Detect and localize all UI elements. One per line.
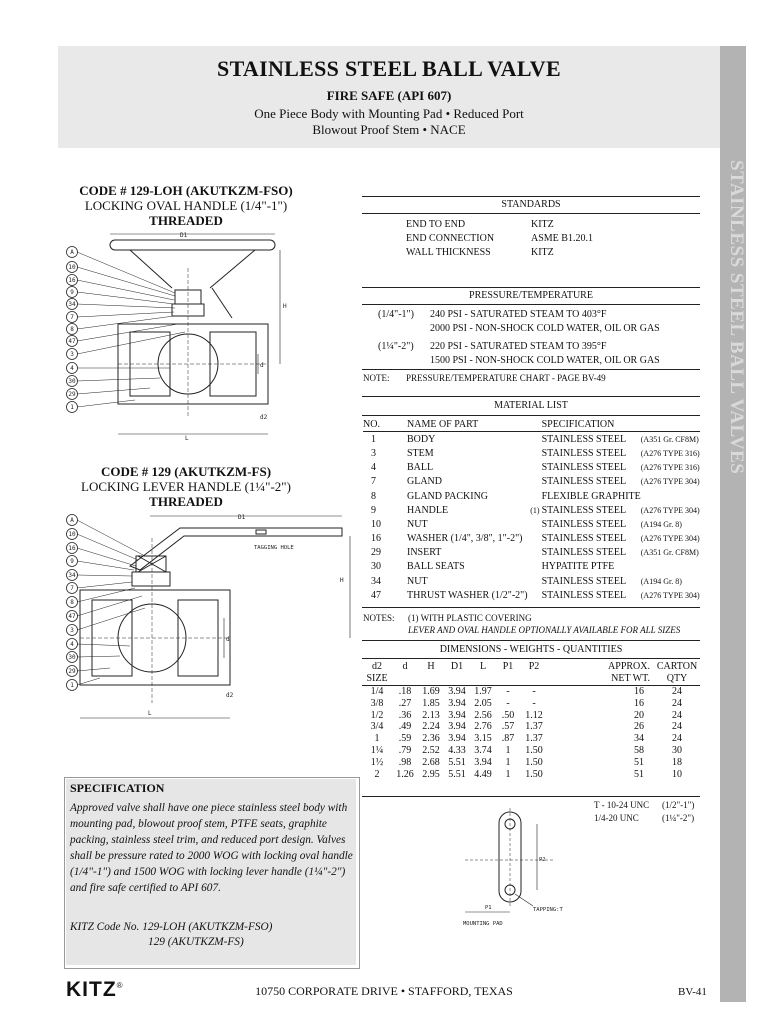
dimensions-cell: 1.97 xyxy=(474,685,492,697)
dimensions-cell: 5.51 xyxy=(448,768,466,780)
material-no: 7 xyxy=(371,476,376,488)
dimensions-cell: 1/2 xyxy=(370,709,384,721)
dimensions-cell: 20 xyxy=(634,709,644,721)
dimensions-cell: 30 xyxy=(672,744,682,756)
material-table xyxy=(363,417,700,602)
valve1-dim-d2: d2 xyxy=(260,414,268,421)
material-grade: (A276 TYPE 304) xyxy=(640,590,700,600)
dimensions-cell: 1.50 xyxy=(525,756,543,768)
material-title: MATERIAL LIST xyxy=(494,400,568,411)
material-row xyxy=(363,475,700,489)
dimensions-header-cell: H xyxy=(427,661,435,673)
dimensions-header-cell: L xyxy=(479,661,487,673)
dimensions-header-cell: D1 xyxy=(450,661,464,673)
dimensions-cell: 2.95 xyxy=(422,768,440,780)
valve1-dim-d1: D1 xyxy=(180,232,188,239)
dimensions-rule xyxy=(362,658,700,659)
dimensions-cell: .57 xyxy=(501,721,515,733)
dimensions-cell: 24 xyxy=(672,733,682,745)
standards-row xyxy=(406,246,700,260)
dimensions-cell: 10 xyxy=(672,768,682,780)
material-grade: (A351 Gr. CF8M) xyxy=(640,548,699,558)
dimensions-cell: 3.94 xyxy=(448,721,466,733)
valve1-callout-label: 30 xyxy=(68,378,76,385)
material-grade: (A276 TYPE 304) xyxy=(640,477,700,487)
tap2-size: (1¼"-2") xyxy=(662,813,695,823)
dimensions-row xyxy=(362,697,700,709)
dimensions-cell: 2.05 xyxy=(474,697,492,709)
material-row xyxy=(363,532,700,546)
valve1-callout-label: 3 xyxy=(70,351,74,358)
valve2-dim-d: d xyxy=(226,636,230,643)
material-footnote xyxy=(528,475,542,489)
dimensions-rule-top xyxy=(362,640,700,641)
dimensions-header-cell: QTY xyxy=(666,673,688,685)
dimensions-cell: - xyxy=(506,697,510,709)
material-rule xyxy=(362,415,700,416)
material-no: 30 xyxy=(371,561,381,573)
material-no: 1 xyxy=(371,433,376,445)
material-footnote xyxy=(528,446,542,460)
footer-address: 10750 CORPORATE DRIVE • STAFFORD, TEXAS xyxy=(255,984,513,998)
valve2-callout-label: 29 xyxy=(68,668,76,675)
material-spec: STAINLESS STEEL xyxy=(541,504,627,516)
pressure-note-label: NOTE: xyxy=(363,373,390,383)
material-part: BALL SEATS xyxy=(407,561,465,573)
dimensions-body xyxy=(362,685,700,780)
material-header-row xyxy=(363,417,700,432)
material-footnote xyxy=(528,574,542,588)
material-body xyxy=(363,432,700,603)
material-no: 16 xyxy=(371,533,381,545)
dimensions-header-cell xyxy=(418,673,444,685)
valve1-callout-label: A xyxy=(70,249,74,256)
valve1-callout-label: 4 xyxy=(70,365,74,372)
dimensions-cell: 3.94 xyxy=(448,697,466,709)
material-row xyxy=(363,489,700,503)
standards-value: ASME B1.20.1 xyxy=(531,233,593,244)
dimensions-header-cell: d2 xyxy=(372,661,382,673)
dimensions-cell: 1.37 xyxy=(525,733,543,745)
dimensions-cell: 34 xyxy=(634,733,644,745)
dimensions-cell: 2.76 xyxy=(474,721,492,733)
dimensions-rule-bottom xyxy=(362,796,700,797)
material-row xyxy=(363,560,700,574)
valve2-callout-label: 1 xyxy=(70,682,74,689)
dimensions-cell: .98 xyxy=(398,756,412,768)
dimensions-cell: 24 xyxy=(672,709,682,721)
dimensions-cell: 3/8 xyxy=(370,697,384,709)
tap2-spec: 1/4-20 UNC xyxy=(594,813,639,823)
dimensions-header-cell: APPROX. xyxy=(608,661,650,673)
valve2-dim-d1: D1 xyxy=(238,514,246,521)
dimensions-header-row xyxy=(362,661,700,673)
valve2-dim-h: H xyxy=(340,577,344,584)
material-grade: (A276 TYPE 304) xyxy=(640,505,700,515)
material-no: 3 xyxy=(371,447,376,459)
material-header-cell: SPECIFICATION xyxy=(541,418,615,430)
dimensions-cell: .87 xyxy=(501,733,515,745)
dimensions-cell: .36 xyxy=(398,709,412,721)
material-spec: STAINLESS STEEL xyxy=(541,533,627,545)
dimensions-cell: .79 xyxy=(398,744,412,756)
valve2-callout-label: 30 xyxy=(68,654,76,661)
dimensions-header-cell xyxy=(496,673,520,685)
standards-list xyxy=(406,218,700,260)
dimensions-cell: 4.49 xyxy=(474,768,492,780)
valve2-drawing xyxy=(60,508,360,723)
dimensions-cell: 3.15 xyxy=(474,733,492,745)
valve1-code: CODE # 129-LOH (AKUTKZM-FSO) xyxy=(79,183,293,198)
mounting-pad-drawing xyxy=(455,808,585,930)
standards-value: KITZ xyxy=(531,219,554,230)
dimensions-cell: 1.50 xyxy=(525,768,543,780)
dimensions-cell: 1.69 xyxy=(422,685,440,697)
material-grade: (A276 TYPE 316) xyxy=(640,463,700,473)
tap1-size: (1/2"-1") xyxy=(662,800,695,810)
material-footnote xyxy=(528,532,542,546)
dimensions-cell: 4.33 xyxy=(448,744,466,756)
material-grade: (A194 Gr. 8) xyxy=(640,576,682,586)
dimensions-header xyxy=(362,661,700,685)
material-footnote xyxy=(528,560,542,574)
material-grade: (A276 TYPE 304) xyxy=(640,534,700,544)
standards-row xyxy=(406,232,700,246)
dimensions-cell: 1½ xyxy=(370,756,384,768)
pressure-group xyxy=(378,308,698,336)
valve1-callout-label: 29 xyxy=(68,391,76,398)
dimensions-cell: 2.24 xyxy=(422,721,440,733)
dimensions-cell: 24 xyxy=(672,721,682,733)
standards-label: WALL THICKNESS xyxy=(406,247,491,258)
material-part: BALL xyxy=(407,462,434,474)
dimensions-cell: 58 xyxy=(634,744,644,756)
dimensions-row xyxy=(362,768,700,780)
dimensions-row xyxy=(362,685,700,697)
material-rule-top xyxy=(362,396,700,397)
dimensions-cell: 18 xyxy=(672,756,682,768)
dimensions-row xyxy=(362,709,700,721)
pad-tapping: TAPPING:T xyxy=(533,907,563,913)
standards-title: STANDARDS xyxy=(501,199,561,210)
dimensions-cell: 1.12 xyxy=(525,709,543,721)
specification-codes xyxy=(70,920,354,950)
tagging-hole-label: TAGGING HOLE xyxy=(254,545,294,551)
dimensions-cell: 1.50 xyxy=(525,744,543,756)
material-part: THRUST WASHER (1/2"-2") xyxy=(407,589,528,601)
registered-mark: ® xyxy=(116,981,124,990)
material-no: 29 xyxy=(371,547,381,559)
dimensions-header-cell: P2 xyxy=(528,661,540,673)
material-part: STEM xyxy=(407,447,434,459)
dimensions-cell: 2.36 xyxy=(422,733,440,745)
valve2-callout-label: 4 xyxy=(70,641,74,648)
material-footnote xyxy=(528,461,542,475)
dimensions-cell: 2.13 xyxy=(422,709,440,721)
dimensions-row xyxy=(362,733,700,745)
material-rule-bottom xyxy=(362,607,700,608)
dimensions-header-cell xyxy=(444,673,470,685)
dimensions-cell: 5.51 xyxy=(448,756,466,768)
valve1-oval-handle xyxy=(110,240,275,250)
tap1-spec: T - 10-24 UNC xyxy=(594,800,650,810)
dimensions-row xyxy=(362,721,700,733)
logo-text: KITZ xyxy=(66,978,117,1001)
dimensions-cell: 3/4 xyxy=(370,721,384,733)
specification-title: SPECIFICATION xyxy=(70,781,165,795)
dimensions-header-cell: SIZE xyxy=(366,673,388,685)
valve1-callout-label: 16 xyxy=(68,277,76,284)
material-no: 47 xyxy=(371,589,381,601)
material-part: GLAND xyxy=(407,476,442,488)
valve1-callout-label: 7 xyxy=(70,314,74,321)
pressure-rule-bottom xyxy=(362,369,700,370)
material-header-cell: NO. xyxy=(363,418,380,430)
valve2-callout-label: 9 xyxy=(70,558,74,565)
dimensions-header-cell: d xyxy=(402,661,408,673)
dimensions-cell: .49 xyxy=(398,721,412,733)
valve2-callout-label: 10 xyxy=(68,531,76,538)
pressure-size: (1¼"-2") xyxy=(378,341,414,352)
material-no: 9 xyxy=(371,504,376,516)
dimensions-cell: .50 xyxy=(501,709,515,721)
spec-code-1: KITZ Code No. 129-LOH (AKUTKZM-FSO) xyxy=(70,921,273,933)
valve2-type: THREADED xyxy=(149,494,223,509)
page-title: STAINLESS STEEL BALL VALVE xyxy=(217,56,561,81)
material-part: BODY xyxy=(407,433,436,445)
pressure-group xyxy=(378,340,698,368)
standards-label: END TO END xyxy=(406,219,466,230)
pressure-rule xyxy=(362,304,700,305)
material-row xyxy=(363,446,700,460)
dimensions-cell: 2.68 xyxy=(422,756,440,768)
dimensions-cell: 1.26 xyxy=(396,768,414,780)
valve2-callout-label: 8 xyxy=(70,599,74,606)
specification-body: Approved valve shall have one piece stainless steel body with mounting pad, blowout proof stem, PTFE seats, graphite packing, stainless steel trim, and reduced port design. Valves shall be pressure rated to 2000 WOG with locking oval handle (1/4"-1") and 1500 WOG with locking lever handle (1¼"-2") and fire safe certified to API 607. xyxy=(70,802,353,894)
dimensions-cell: 3.94 xyxy=(474,756,492,768)
valve1-callout-label: 9 xyxy=(70,289,74,296)
dimensions-cell: 1.37 xyxy=(525,721,543,733)
pressure-rule-top xyxy=(362,287,700,288)
valve1-callout-label: 34 xyxy=(68,301,76,308)
material-header-cell: NAME OF PART xyxy=(407,418,479,430)
dimensions-cell: - xyxy=(532,685,536,697)
dimensions-cell: - xyxy=(532,697,536,709)
material-no: 34 xyxy=(371,575,381,587)
header-line-2: One Piece Body with Mounting Pad • Reduced Port xyxy=(254,106,524,121)
material-spec: HYPATITE PTFE xyxy=(541,561,615,573)
pad-p1: P1 xyxy=(485,905,492,911)
pressure-line: 2000 PSI - NON-SHOCK COLD WATER, OIL OR GAS xyxy=(430,323,660,334)
pressure-line: 240 PSI - SATURATED STEAM TO 403°F xyxy=(430,309,607,320)
material-spec: STAINLESS STEEL xyxy=(541,518,627,530)
material-no: 4 xyxy=(371,462,376,474)
dimensions-header-cell: P1 xyxy=(502,661,514,673)
valve1-dim-h: H xyxy=(283,303,287,310)
dimensions-cell: 1 xyxy=(505,768,511,780)
material-part: HANDLE xyxy=(407,504,449,516)
standards-label: END CONNECTION xyxy=(406,233,495,244)
dimensions-title: DIMENSIONS - WEIGHTS - QUANTITIES xyxy=(439,644,623,655)
material-spec: STAINLESS STEEL xyxy=(541,462,627,474)
dimensions-cell: 3.94 xyxy=(448,685,466,697)
dimensions-cell: 51 xyxy=(634,768,644,780)
pad-p2: P2 xyxy=(539,857,546,863)
material-part: INSERT xyxy=(407,547,442,559)
dimensions-cell: 16 xyxy=(634,697,644,709)
material-row xyxy=(363,503,700,517)
material-no: 8 xyxy=(371,490,376,502)
material-grade xyxy=(641,560,700,574)
standards-rule xyxy=(362,213,700,214)
dimensions-cell: .18 xyxy=(398,685,412,697)
standards-row xyxy=(406,218,700,232)
material-header-cell xyxy=(528,417,542,432)
valve2-heading xyxy=(64,464,308,509)
pressure-line: 220 PSI - SATURATED STEAM TO 395°F xyxy=(430,341,607,352)
dimensions-header-cell xyxy=(392,673,418,685)
dimensions-cell: .59 xyxy=(398,733,412,745)
dimensions-cell: 26 xyxy=(634,721,644,733)
pad-mounting-label: MOUNTING PAD xyxy=(463,921,503,927)
material-part: NUT xyxy=(407,518,428,530)
dimensions-cell: 3.94 xyxy=(448,733,466,745)
dimensions-cell: 2.56 xyxy=(474,709,492,721)
material-part: NUT xyxy=(407,575,428,587)
material-spec: STAINLESS STEEL xyxy=(541,447,627,459)
valve1-drawing xyxy=(60,228,300,448)
dimensions-header-cell xyxy=(470,673,496,685)
valve1-callout-label: 47 xyxy=(68,338,76,345)
header-line-3: Blowout Proof Stem • NACE xyxy=(312,122,466,137)
dimensions-header-row xyxy=(362,673,700,685)
dimensions-cell: 1 xyxy=(374,733,380,745)
pressure-size: (1/4"-1") xyxy=(378,309,414,320)
dimensions-row xyxy=(362,745,700,757)
material-row xyxy=(363,546,700,560)
material-spec: STAINLESS STEEL xyxy=(541,575,627,587)
material-row xyxy=(363,588,700,602)
dimensions-cell: 1.85 xyxy=(422,697,440,709)
valve1-dim-l: L xyxy=(185,435,189,442)
material-no: 10 xyxy=(371,518,381,530)
dimensions-cell: 1 xyxy=(505,756,511,768)
material-part: WASHER (1/4", 3/8", 1"-2") xyxy=(407,533,523,545)
dimensions-header-cell xyxy=(520,673,548,685)
dimensions-header-cell: NET WT. xyxy=(611,673,650,685)
valve2-lever-handle xyxy=(130,528,342,570)
valve2-callout-label: 7 xyxy=(70,585,74,592)
valve2-dim-d2: d2 xyxy=(226,692,234,699)
material-spec: STAINLESS STEEL xyxy=(541,476,627,488)
dimensions-cell: 24 xyxy=(672,697,682,709)
valve2-handle: LOCKING LEVER HANDLE (1¼"-2") xyxy=(81,479,291,494)
valve2-callout-label: 3 xyxy=(70,627,74,634)
header-panel xyxy=(58,46,720,148)
valve2-callout-label: A xyxy=(70,517,74,524)
material-footnote xyxy=(528,588,542,602)
material-spec: STAINLESS STEEL xyxy=(541,589,627,601)
dimensions-cell: 1 xyxy=(505,744,511,756)
material-notes-label: NOTES: xyxy=(363,613,395,623)
dimensions-cell: 1/4 xyxy=(370,685,384,697)
valve2-callout-label: 34 xyxy=(68,572,76,579)
material-grade: (A351 Gr. CF8M) xyxy=(640,434,699,444)
dimensions-cell: 2 xyxy=(374,768,380,780)
material-spec: STAINLESS STEEL xyxy=(541,433,627,445)
material-footnote xyxy=(528,489,542,503)
material-footnote xyxy=(528,432,542,447)
valve1-handle: LOCKING OVAL HANDLE (1/4"-1") xyxy=(84,198,288,213)
valve1-callout-label: 1 xyxy=(70,404,74,411)
material-spec: FLEXIBLE GRAPHITE xyxy=(541,490,641,502)
standards-rule-top xyxy=(362,196,700,197)
dimensions-cell: 51 xyxy=(634,756,644,768)
dimensions-cell: 24 xyxy=(672,685,682,697)
pressure-line: 1500 PSI - NON-SHOCK COLD WATER, OIL OR GAS xyxy=(430,355,660,366)
material-row xyxy=(363,517,700,531)
material-part: GLAND PACKING xyxy=(407,490,489,502)
material-grade: (A276 TYPE 316) xyxy=(640,448,700,458)
material-footnote: (1) xyxy=(530,505,540,515)
dimensions-cell: 3.74 xyxy=(474,744,492,756)
material-grade: (A194 Gr. 8) xyxy=(640,519,682,529)
valve2-callout-label: 47 xyxy=(68,613,76,620)
dimensions-cell: 1¼ xyxy=(370,744,384,756)
valve2-dim-l: L xyxy=(148,710,152,717)
dimensions-table xyxy=(362,661,700,780)
page-subtitle: FIRE SAFE (API 607) xyxy=(326,88,452,103)
material-footnote xyxy=(528,546,542,560)
valve1-type: THREADED xyxy=(149,213,223,228)
dimensions-header-cell: CARTON xyxy=(656,661,698,673)
dimensions-cell: - xyxy=(506,685,510,697)
valve1-callout-label: 8 xyxy=(70,326,74,333)
dimensions-cell: 2.52 xyxy=(422,744,440,756)
material-footnote xyxy=(528,517,542,531)
material-row xyxy=(363,432,700,447)
dimensions-cell: 16 xyxy=(634,685,644,697)
dimensions-cell: .27 xyxy=(398,697,412,709)
valve1-callout-label: 10 xyxy=(68,264,76,271)
material-note-2: LEVER AND OVAL HANDLE OPTIONALLY AVAILABLE FOR ALL SIZES xyxy=(408,625,681,635)
material-spec: STAINLESS STEEL xyxy=(541,547,627,559)
valve2-callout-label: 16 xyxy=(68,545,76,552)
side-band-label: STAINLESS STEEL BALL VALVES xyxy=(726,160,747,475)
material-grade xyxy=(641,489,700,503)
material-row xyxy=(363,574,700,588)
material-row xyxy=(363,461,700,475)
page-number: BV-41 xyxy=(678,986,707,998)
pressure-title: PRESSURE/TEMPERATURE xyxy=(469,290,593,301)
spec-code-2: 129 (AKUTKZM-FS) xyxy=(148,936,244,948)
dimensions-row xyxy=(362,756,700,768)
standards-value: KITZ xyxy=(531,247,554,258)
valve2-code: CODE # 129 (AKUTKZM-FS) xyxy=(100,464,272,479)
material-note-1: (1) WITH PLASTIC COVERING xyxy=(408,613,532,623)
pressure-note: PRESSURE/TEMPERATURE CHART - PAGE BV-49 xyxy=(406,373,606,383)
valve1-dim-d: d xyxy=(260,362,264,369)
valve1-heading xyxy=(64,183,308,228)
dimensions-cell: 3.94 xyxy=(448,709,466,721)
